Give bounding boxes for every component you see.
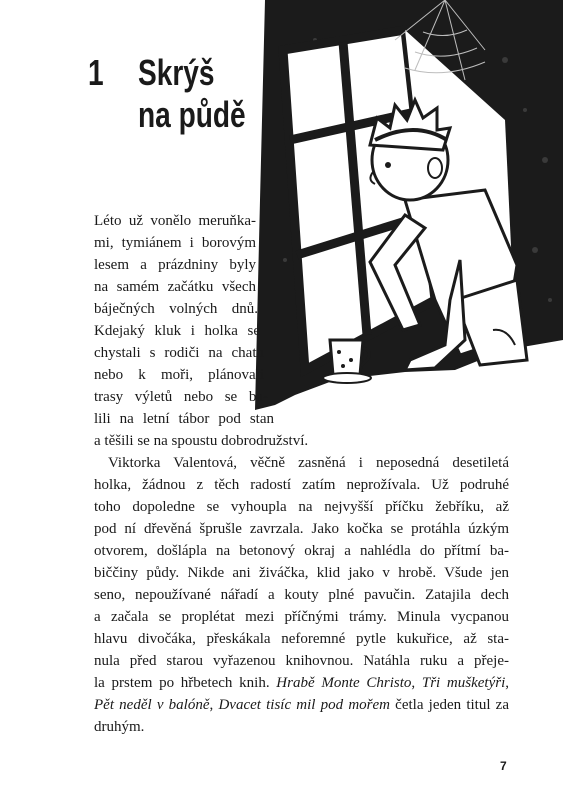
text-line: a začala se proplétat mezi příčnými trámy. Minula vycpanou <box>94 609 509 625</box>
text-line: lili na letní tábor pod stan <box>94 411 274 427</box>
text-line: Léto už vonělo meruňka- <box>94 213 256 229</box>
text-fragment: četla jeden titul za <box>389 697 509 713</box>
text-line: lesem a prázdniny byly <box>94 257 256 273</box>
text-fragment: la prstem po hřbetech knih. <box>94 675 270 691</box>
text-fragment: , <box>411 675 422 691</box>
text-line: nula před starou vyřazenou knihovnou. Natáhla ruku a přeje- <box>94 653 509 669</box>
chapter-number: 1 <box>88 52 104 93</box>
text-line: Viktorka Valentová, věčně zasněná i neposedná desetiletá <box>108 455 509 471</box>
text-line: otvorem, došlápla na betonový okraj a nahlédla do přítmí ba- <box>94 543 509 559</box>
text-line <box>94 672 509 694</box>
book-title: Dvacet tisíc mil pod mořem <box>218 697 390 713</box>
book-title: Tři mušketýři <box>421 675 506 691</box>
chapter-title-line-2: na půdě <box>138 94 246 135</box>
text-line: biččiny půdy. Nikde ani živáčka, klid jako v hrobě. Všude jen <box>94 565 509 581</box>
text-line: seno, nepoužívané nářadí a kouty plné pavučin. Zatajila dech <box>94 587 509 603</box>
text-line: Kdejaký kluk i holka se <box>94 323 260 339</box>
text-fragment: , <box>505 675 509 691</box>
text-line <box>94 694 509 716</box>
text-line: holka, žádnou z těch radostí zatím neprožívala. Už podruhé <box>94 477 509 493</box>
text-fragment: , <box>209 697 219 713</box>
text-line: nebo k moři, plánovali <box>94 367 264 383</box>
chapter-title-line-1: Skrýš <box>138 52 215 93</box>
illustration-boy-at-window <box>255 0 563 410</box>
chapter-title <box>138 52 255 136</box>
book-title: Hrabě Monte Christo <box>276 675 412 691</box>
text-line: chystali s rodiči na chatu <box>94 345 264 361</box>
text-line: hlavu divočáka, přeskákala neforemné pytle kukuřice, až sta- <box>94 631 509 647</box>
text-line: báječných volných dnů. <box>94 301 258 317</box>
book-title: Pět neděl v balóně <box>94 697 210 713</box>
text-line: na samém začátku všech <box>94 279 256 295</box>
text-line: a těšili se na spoustu dobrodružství. <box>94 433 309 449</box>
text-line: trasy výletů nebo se ba- <box>94 389 268 405</box>
text-line: pod ní dřevěná šprušle zavrzala. Jako kočka se protáhla úzkým <box>94 521 509 537</box>
text-line: mi, tymiánem i borovým <box>94 235 256 251</box>
text-line: druhým. <box>94 719 145 735</box>
text-line: toho dopoledne se vyhoupla na nejvyšší příčku žebříku, až <box>94 499 509 515</box>
page-number: 7 <box>500 759 507 773</box>
